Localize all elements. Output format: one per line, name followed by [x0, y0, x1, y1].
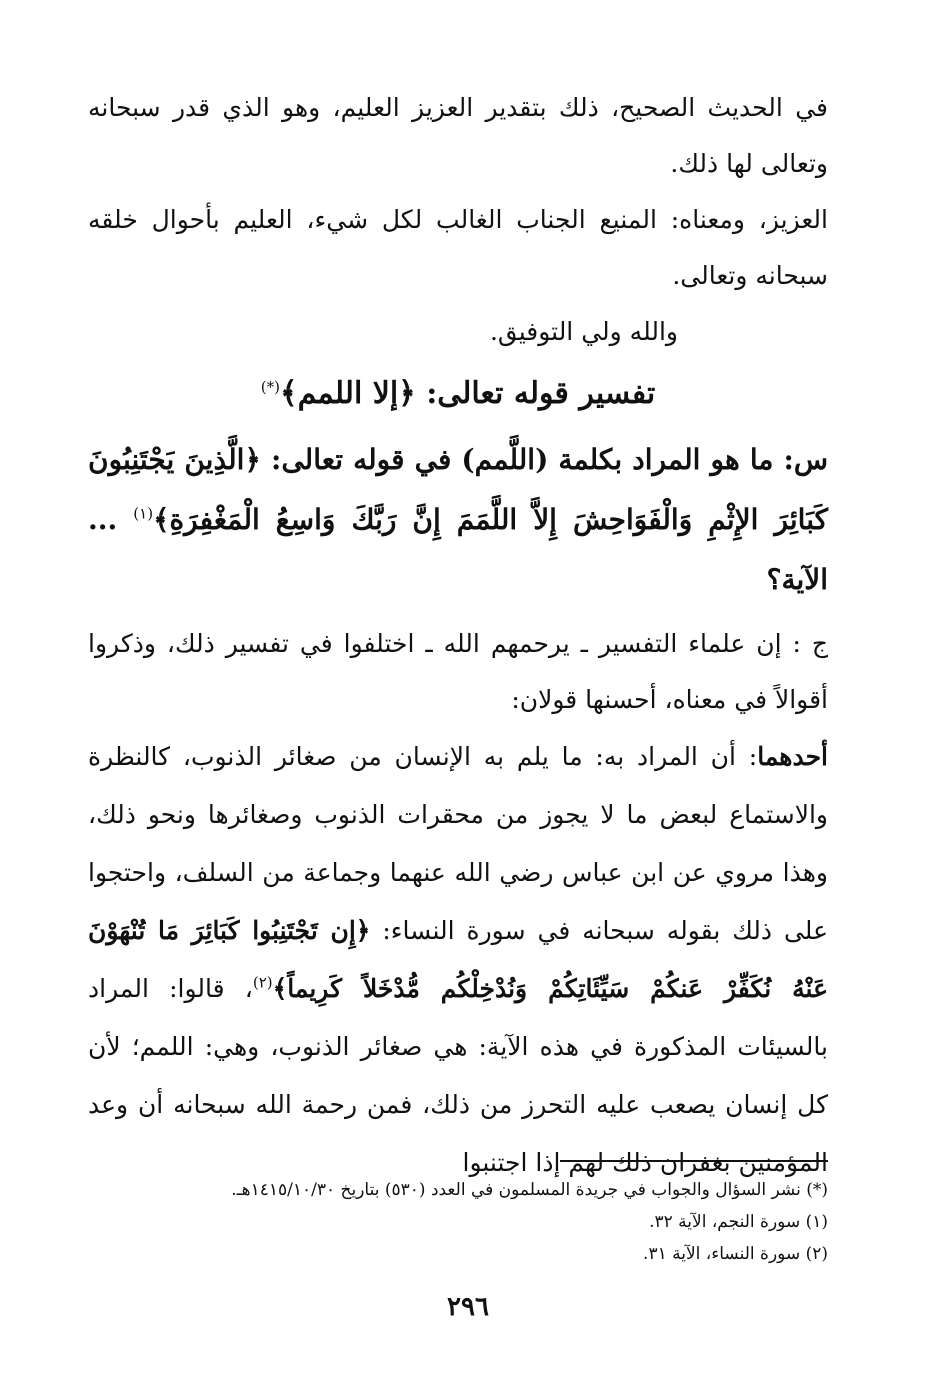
footnote-ref-2: (٢) [252, 973, 273, 992]
paragraph-predestination-end: في الحديث الصحيح، ذلك بتقدير العزيز العليم، وهو الذي قدر سبحانه وتعالى لها ذلك. [88, 93, 828, 178]
section-title [88, 366, 828, 422]
footnote-ref-1: (١) [133, 504, 154, 523]
footnote-star: (*) نشر السؤال والجواب في جريدة المسلمون في العدد (٥٣٠) بتاريخ ١٤١٥/١٠/٣٠هـ. [231, 1180, 828, 1200]
footnote-1: (١) سورة النجم، الآية ٣٢. [649, 1212, 828, 1232]
question-suffix: ... الآية؟ [88, 503, 828, 596]
first-opinion-paragraph [88, 728, 828, 1192]
paragraph-al-aziz-meaning: العزيز، ومعناه: المنيع الجناب الغالب لكل شيء، العليم بأحوال خلقه سبحانه وتعالى. [88, 205, 828, 290]
first-opinion-label: أحدهما [757, 742, 828, 771]
footnote-2: (٢) سورة النساء، الآية ٣١. [643, 1244, 828, 1264]
question-prefix: س: ما هو المراد بكلمة (اللَّمم) في قوله تعالى: [270, 443, 829, 476]
page-number: ٢٩٦ [447, 1292, 489, 1322]
closing-phrase: والله ولي التوفيق. [489, 317, 678, 346]
question-paragraph [88, 430, 828, 610]
answer-paragraph: ج : إن علماء التفسير ـ يرحمهم الله ـ اختلفوا في تفسير ذلك، وذكروا أقوالاً في معناه، أحسنها قولان: [88, 629, 828, 714]
section-title-footnote-marker: (*) [260, 378, 280, 396]
first-opinion-text: : أن المراد به: ما يلم به الإنسان من صغائر الذنوب، كالنظرة والاستماع لبعض ما لا يجوز من محقرات الذنوب وصغائرها ونحو ذلك، وهذا مروي عن ابن عباس رضي الله عنهما وجماعة من السلف، واحتجوا على ذلك بقوله سبحانه في سورة النساء: [88, 742, 828, 945]
footnotes [88, 1174, 828, 1270]
quran-verse-najm: ﴿الَّذِينَ يَجْتَنِبُونَ كَبَائِرَ الإِثْمِ وَالْفَوَاحِشَ إِلاَّ اللَّمَمَ إِنَّ رَبَّكَ وَاسِعُ الْمَغْفِرَةِ﴾ [88, 443, 828, 536]
quran-verse-nisa: ﴿إِن تَجْتَنِبُوا كَبَائِرَ مَا تُنْهَوْنَ عَنْهُ نُكَفِّرْ عَنكُمْ سَيِّئَاتِكُمْ وَنُدْخِلْكُم مُّدْخَلاً كَرِيماً﴾ [88, 916, 828, 1003]
section-title-text: تفسير قوله تعالى: ﴿إلا اللمم﴾ [279, 376, 656, 411]
footnote-separator [560, 1160, 828, 1162]
first-opinion-continuation: ، قالوا: المراد بالسيئات المذكورة في هذه الآية: هي صغائر الذنوب، وهي: اللمم؛ لأن كل إنسان يصعب عليه التحرز من ذلك، فمن رحمة الله سبحانه أن وعد المؤمنين بغفران ذلك لهم إذا اجتنبوا [88, 974, 828, 1177]
